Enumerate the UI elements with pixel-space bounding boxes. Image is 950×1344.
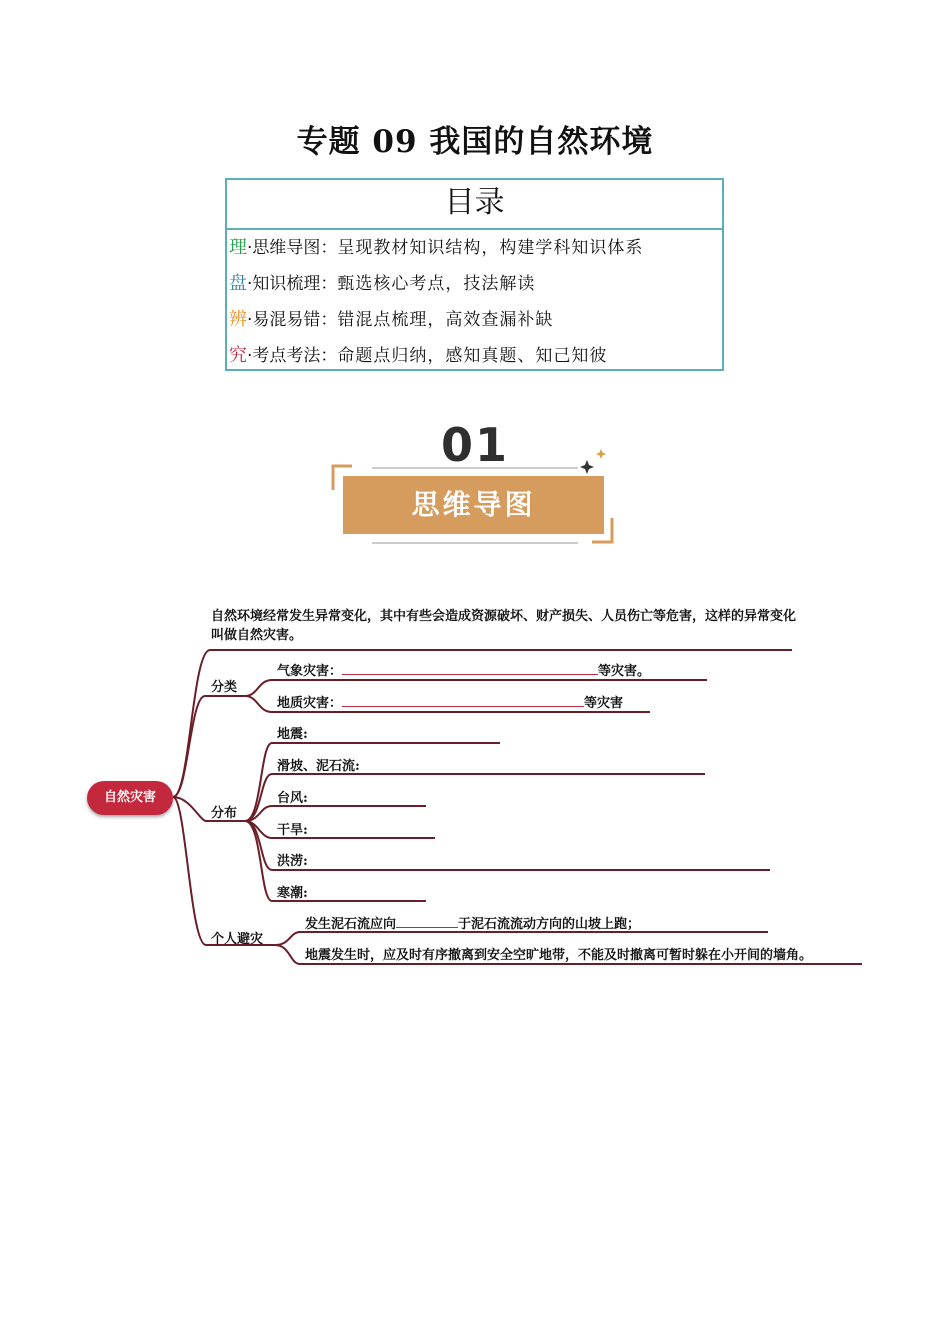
toc-label: ·思维导图：	[247, 238, 338, 258]
toc-heading: 目录	[227, 180, 722, 230]
dist-item: 洪涝:	[277, 854, 308, 869]
toc-label: ·考点考法：	[247, 346, 338, 366]
mindmap-intro: 自然环境经常发生异常变化，其中有些会造成资源破坏、财产损失、人员伤亡等危害，这样的异常变化叫做自然灾害。	[211, 609, 797, 643]
geo-blank[interactable]	[342, 694, 584, 707]
geo-suffix: 等灾害	[584, 696, 624, 711]
dist-item: 台风:	[277, 791, 308, 806]
branch-avoid: 个人避灾	[211, 932, 264, 947]
toc-desc: 呈现教材知识结构，构建学科知识体系	[337, 238, 644, 258]
meteo-label: 气象灾害：	[277, 664, 343, 679]
section-banner: 思维导图	[343, 476, 604, 534]
avoid-item: 地震发生时，应及时有序撤离到安全空旷地带，不能及时撤离可暂时躲在小开间的墙角。	[305, 948, 813, 963]
toc-label: ·知识梳理：	[247, 274, 338, 294]
dist-item: 干旱:	[277, 823, 308, 838]
toc-key: 辨	[229, 309, 247, 330]
meteo-disaster	[277, 660, 650, 679]
mindmap-root: 自然灾害	[87, 781, 173, 815]
toc-key: 究	[229, 345, 247, 366]
toc-key: 盘	[229, 273, 247, 294]
toc-desc: 命题点归纳，感知真题、知己知彼	[337, 346, 608, 366]
meteo-blank[interactable]	[342, 662, 598, 675]
avoid-pre: 发生泥石流应向	[305, 917, 397, 932]
dist-item: 地震:	[277, 727, 308, 742]
avoid-item	[305, 913, 640, 932]
avoid-blank[interactable]	[396, 915, 458, 928]
geo-disaster	[277, 692, 623, 711]
avoid-post: 于泥石流流动方向的山坡上跑；	[458, 917, 641, 932]
toc-label: ·易混易错：	[247, 310, 338, 330]
page-title: 专题 09 我国的自然环境	[296, 124, 654, 160]
branch-classify: 分类	[211, 680, 238, 695]
geo-label: 地质灾害：	[277, 696, 343, 711]
meteo-suffix: 等灾害。	[598, 664, 651, 679]
dist-item: 寒潮:	[277, 886, 308, 901]
section-number: 01	[440, 418, 509, 472]
toc-desc: 错混点梳理，高效查漏补缺	[337, 310, 554, 330]
dist-item: 滑坡、泥石流:	[277, 759, 360, 774]
toc-key: 理	[229, 237, 247, 258]
branch-distribution: 分布	[211, 806, 238, 821]
toc-desc: 甄选核心考点，技法解读	[337, 274, 536, 294]
